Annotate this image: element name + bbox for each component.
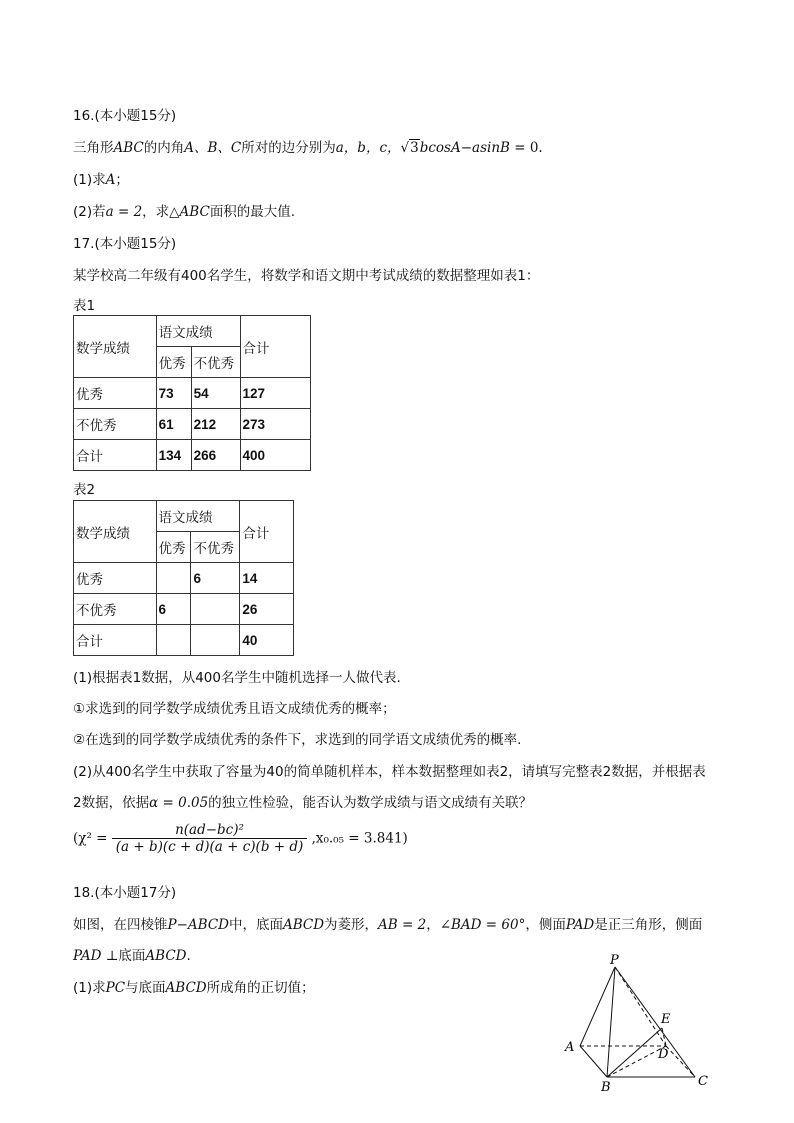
q18-line2 [73,944,191,964]
table1 [73,315,311,471]
q17-part2-line1: (2)从400名学生中获取了容量为40的简单随机样本，样本数据整理如表2，请填写完整表2数据，并根据表 [73,764,706,780]
q17-part2-line2 [73,791,532,811]
q18-text: . [186,948,191,964]
q18-text: ， [426,917,440,933]
table-cell: 134 [156,440,191,471]
label-B: B [601,1080,611,1095]
q16-part1-var: A [105,172,116,188]
table-cell: 合计 [74,440,157,471]
label-P: P [610,953,619,968]
formula-tail: ,x₀.₀₅ = 3.841) [311,830,408,847]
table-row [74,563,294,594]
q18-pc: PC [105,980,126,996]
table2-header-excellent: 优秀 [156,532,191,563]
q18-text: 所成角的正切值； [206,980,315,996]
q16-part1 [73,168,129,188]
table-cell: 26 [240,594,294,625]
table1-header-total: 合计 [240,316,310,378]
table2-header-not-excellent: 不优秀 [191,532,240,563]
q18-pad-perp: PAD ⊥ [73,948,119,964]
q18-pyramid: P−ABCD [167,917,229,933]
table-row [74,378,311,409]
table-cell: 优秀 [74,378,157,409]
q16-part2-tail: 面积的最大值. [209,204,296,220]
q18-part1 [73,976,315,996]
table-row [74,594,294,625]
table-row [74,625,294,656]
q16-sqrt: 3 [410,140,419,156]
table-cell: 6 [191,563,240,594]
q18-base: ABCD [282,917,325,933]
table-cell: 优秀 [74,563,157,594]
q16-sides: a，b，c， [335,140,401,156]
table-cell-blank [156,563,191,594]
table-cell: 73 [156,378,191,409]
q16-equation: bcosA−asinB [419,140,510,156]
q18-text: 如图，在四棱锥 [73,917,168,933]
table-cell: 127 [240,378,310,409]
q16-stem-text: 三角形 [73,140,114,156]
q18-pad: PAD [565,917,595,933]
edge-DC [666,1046,695,1077]
table-cell: 212 [191,409,240,440]
q16-part2-cond: a = 2 [105,204,143,220]
q16-angles: A、B、C [184,140,242,156]
table1-header-not-excellent: 不优秀 [191,347,240,378]
table1-header-excellent: 优秀 [156,347,191,378]
table-cell-blank [156,625,191,656]
table-cell: 273 [240,409,310,440]
q17-header: 17.(本小题15分) [73,236,177,252]
table-cell: 266 [191,440,240,471]
q18-text: ，侧面 [525,917,566,933]
q17-part2-text: 2数据，依据 [73,795,150,811]
label-C: C [698,1074,708,1089]
table-cell: 14 [240,563,294,594]
q18-text: 为菱形， [324,917,379,933]
q16-equation-tail: = 0. [509,140,543,156]
table-cell: 54 [191,378,240,409]
q16-part2 [73,200,295,220]
q16-part2-label: (2)若 [73,204,106,220]
q18-line1 [73,913,702,933]
q18-text: 与底面 [125,980,166,996]
table1-title: 表1 [73,298,96,314]
q16-stem-text: 的内角 [143,140,185,156]
q18-ab: AB = 2 [378,917,427,933]
table-cell: 不优秀 [74,594,157,625]
q18-angle: ∠BAD = 60° [439,917,526,933]
table-row [74,409,311,440]
q16-stem-text: 所对的边分别为 [241,140,336,156]
q18-text: (1)求 [73,980,106,996]
q18-header: 18.(本小题17分) [73,885,177,901]
q16-header: 16.(本小题15分) [73,108,177,124]
formula-denominator: (a + b)(c + d)(a + c)(b + d) [115,839,304,855]
q16-part1-tail: ； [115,172,129,188]
q17-formula [73,822,408,855]
table1-header-math: 数学成绩 [74,316,157,378]
q16-triangle: ABC [113,140,144,156]
q17-part1: (1)根据表1数据，从400名学生中随机选择一人做代表. [73,670,401,686]
edge-AB [580,1046,607,1077]
q16-part1-label: (1)求 [73,172,106,188]
table-cell: 不优秀 [74,409,157,440]
q16-part2-mid: ，求 [142,204,170,220]
chi-square-fraction [112,822,308,855]
q17-alpha: α = 0.05 [149,795,209,811]
formula-numerator: n(ad−bc)² [112,822,308,839]
label-E: E [661,1012,671,1027]
table2-header-math: 数学成绩 [74,501,157,563]
table-cell-blank [191,594,240,625]
q17-stem: 某学校高二年级有400名学生，将数学和语文期中考试成绩的数据整理如表1： [73,268,540,284]
q16-part2-triangle: △ABC [169,204,210,220]
table-cell-blank [191,625,240,656]
table-cell: 400 [240,440,310,471]
q18-base: ABCD [165,980,207,996]
table-cell: 40 [240,625,294,656]
label-A: A [565,1040,575,1055]
sqrt-sign: √ [400,140,410,156]
q18-text: 是正三角形，侧面 [594,917,703,933]
table2-header-chinese: 语文成绩 [156,501,240,532]
label-D: D [658,1047,669,1062]
edge-PC [615,967,695,1077]
table-row [74,440,311,471]
q18-text: 底面 [118,948,146,964]
table2-title: 表2 [73,482,96,498]
q17-part1a: ①求选到的同学数学成绩优秀且语文成绩优秀的概率； [73,701,396,717]
table-cell: 61 [156,409,191,440]
edge-PD [615,967,666,1046]
q18-base: ABCD [145,948,187,964]
formula-open: (χ² = [73,830,108,847]
table-cell: 6 [156,594,191,625]
q17-part2-text: 的独立性检验，能否认为数学成绩与语文成绩有关联？ [208,795,533,811]
table-cell: 合计 [74,625,157,656]
table2 [73,500,294,656]
q18-text: 中，底面 [228,917,283,933]
table2-header-total: 合计 [240,501,294,563]
table1-header-chinese: 语文成绩 [156,316,240,347]
pyramid-figure [555,950,715,1095]
q16-stem [73,136,543,156]
q17-part1b: ②在选到的同学数学成绩优秀的条件下，求选到的同学语文成绩优秀的概率. [73,732,522,748]
